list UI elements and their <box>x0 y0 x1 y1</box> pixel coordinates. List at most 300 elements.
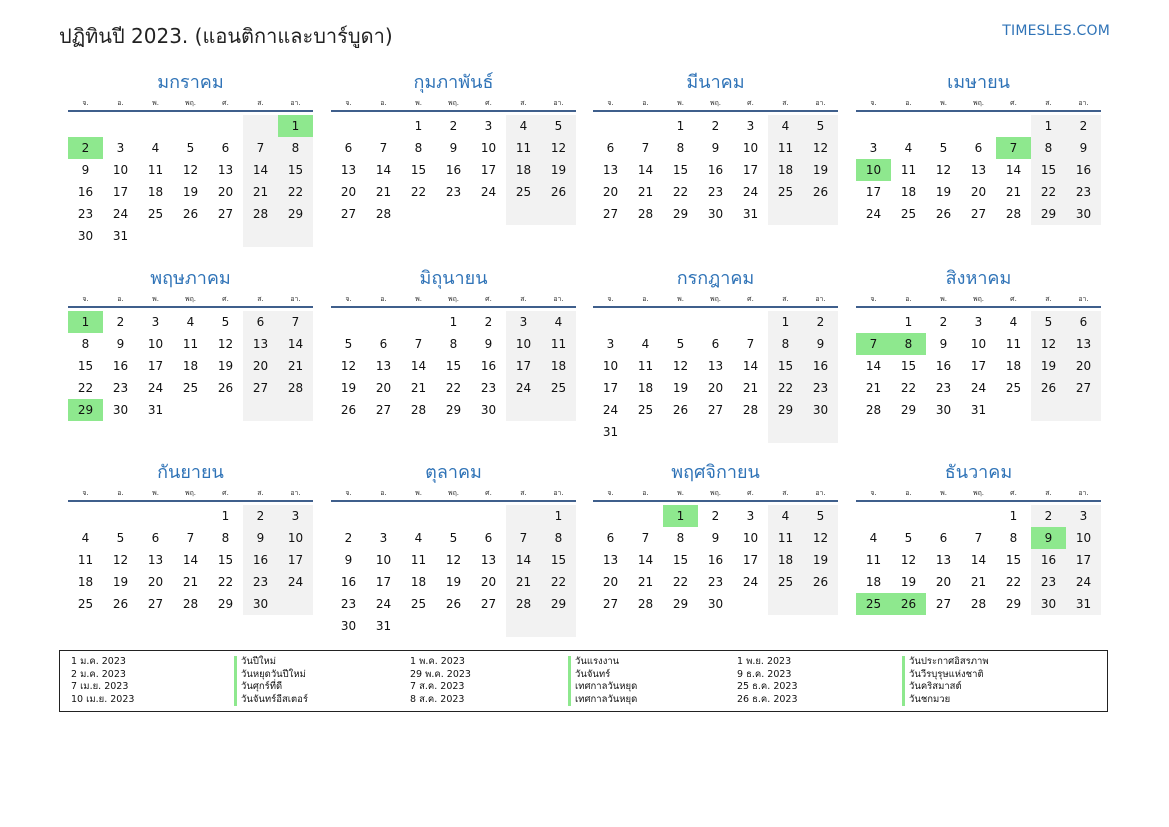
empty-cell <box>768 203 803 225</box>
day-cell: 9 <box>711 531 720 545</box>
empty-cell <box>628 115 663 137</box>
day-cell: 13 <box>243 333 278 355</box>
day-cell: 23 <box>707 185 724 199</box>
weekday-divider <box>593 110 838 112</box>
day-cell: 23 <box>340 597 357 611</box>
day-cell: 4 <box>506 115 541 137</box>
day-cell: 18 <box>182 359 199 373</box>
day-cell: 3 <box>746 509 755 523</box>
day-cell: 3 <box>606 337 615 351</box>
site-link[interactable]: TIMESLES.COM <box>1002 23 1110 39</box>
empty-cell <box>138 115 173 137</box>
empty-cell <box>541 615 576 637</box>
day-cell: 21 <box>742 381 759 395</box>
day-cell: 20 <box>602 185 619 199</box>
day-cell: 1 <box>768 311 803 333</box>
day-cell: 18 <box>410 575 427 589</box>
holiday-date: 7 ส.ค. 2023 <box>410 681 465 692</box>
month-block <box>68 460 313 615</box>
holiday-name: เทศกาลวันหยุด <box>568 681 637 694</box>
weekday-label: ส. <box>1045 488 1052 497</box>
day-cell: 24 <box>147 381 164 395</box>
day-cell: 21 <box>637 575 654 589</box>
day-cell: 10 <box>1066 527 1101 549</box>
day-cell: 5 <box>186 141 195 155</box>
day-cell: 12 <box>541 137 576 159</box>
day-cell: 3 <box>869 141 878 155</box>
day-cell: 10 <box>742 141 759 155</box>
day-cell: 21 <box>182 575 199 589</box>
empty-cell <box>366 115 401 137</box>
day-cell: 1 <box>414 119 423 133</box>
empty-cell <box>436 505 471 527</box>
day-cell: 6 <box>484 531 493 545</box>
day-cell: 30 <box>935 403 952 417</box>
day-cell: 1 <box>449 315 458 329</box>
day-cell: 19 <box>803 159 838 181</box>
day-cell: 31 <box>147 403 164 417</box>
day-cell: 11 <box>147 163 164 177</box>
day-cell: 6 <box>606 531 615 545</box>
empty-cell <box>331 311 366 333</box>
weekday-label: พ. <box>677 294 684 303</box>
day-grid <box>68 505 313 615</box>
day-cell: 26 <box>935 207 952 221</box>
day-grid <box>331 311 576 421</box>
day-cell: 10 <box>742 531 759 545</box>
weekday-label: อ. <box>380 488 387 497</box>
empty-cell <box>926 505 961 527</box>
weekday-label: ศ. <box>1010 98 1017 107</box>
day-cell: 17 <box>112 185 129 199</box>
month-block <box>856 266 1101 421</box>
day-cell: 1 <box>663 505 698 527</box>
day-cell: 6 <box>243 311 278 333</box>
weekday-label: อ. <box>642 98 649 107</box>
day-cell: 3 <box>116 141 125 155</box>
day-cell: 7 <box>746 337 755 351</box>
day-cell: 2 <box>939 315 948 329</box>
empty-cell <box>961 505 996 527</box>
day-cell: 8 <box>81 337 90 351</box>
day-cell: 26 <box>112 597 129 611</box>
empty-cell <box>996 399 1031 421</box>
day-cell: 24 <box>602 403 619 417</box>
day-cell: 25 <box>856 593 891 615</box>
day-cell: 22 <box>541 571 576 593</box>
weekday-label: อ. <box>642 488 649 497</box>
day-cell: 22 <box>77 381 94 395</box>
day-cell: 2 <box>344 531 353 545</box>
day-cell: 28 <box>278 377 313 399</box>
weekday-label: ศ. <box>1010 294 1017 303</box>
day-cell: 24 <box>970 381 987 395</box>
day-cell: 9 <box>81 163 90 177</box>
day-cell: 19 <box>541 159 576 181</box>
empty-cell <box>506 615 541 637</box>
weekday-label: ส. <box>782 488 789 497</box>
day-cell: 16 <box>1066 159 1101 181</box>
empty-cell <box>628 505 663 527</box>
day-cell: 28 <box>637 597 654 611</box>
day-cell: 22 <box>278 181 313 203</box>
weekday-label: จ. <box>607 98 614 107</box>
day-cell: 26 <box>803 571 838 593</box>
day-cell: 7 <box>186 531 195 545</box>
day-cell: 26 <box>803 181 838 203</box>
weekday-label: อา. <box>553 294 564 303</box>
day-cell: 17 <box>602 381 619 395</box>
empty-cell <box>401 311 436 333</box>
day-cell: 19 <box>217 359 234 373</box>
day-cell: 13 <box>602 553 619 567</box>
day-cell: 17 <box>278 549 313 571</box>
holiday-name-column <box>234 656 308 706</box>
weekday-label: ศ. <box>485 294 492 303</box>
day-cell: 13 <box>147 553 164 567</box>
day-cell: 25 <box>768 181 803 203</box>
holiday-name: วันศุกร์ที่ดี <box>234 681 308 694</box>
day-cell: 16 <box>803 355 838 377</box>
day-cell: 6 <box>221 141 230 155</box>
day-cell: 15 <box>1031 159 1066 181</box>
day-cell: 25 <box>541 377 576 399</box>
day-cell: 22 <box>768 377 803 399</box>
day-cell: 23 <box>445 185 462 199</box>
weekday-label: จ. <box>345 488 352 497</box>
month-name: กรกฎาคม <box>676 268 755 289</box>
day-cell: 12 <box>217 337 234 351</box>
day-cell: 22 <box>1005 575 1022 589</box>
month-name: กันยายน <box>157 462 224 483</box>
weekday-header <box>593 292 838 306</box>
holiday-name: วันประกาศอิสรภาพ <box>902 656 989 669</box>
day-cell: 14 <box>865 359 882 373</box>
day-cell: 3 <box>151 315 160 329</box>
empty-cell <box>768 593 803 615</box>
day-cell: 17 <box>1066 549 1101 571</box>
day-cell: 5 <box>904 531 913 545</box>
weekday-header <box>856 486 1101 500</box>
weekday-label: จ. <box>607 294 614 303</box>
day-cell: 10 <box>278 527 313 549</box>
day-cell: 25 <box>147 207 164 221</box>
day-cell: 15 <box>278 159 313 181</box>
day-cell: 23 <box>1031 571 1066 593</box>
weekday-divider <box>593 500 838 502</box>
day-cell: 23 <box>112 381 129 395</box>
day-cell: 20 <box>147 575 164 589</box>
day-cell: 8 <box>768 333 803 355</box>
weekday-label: อา. <box>1078 98 1089 107</box>
weekday-label: อา. <box>290 488 301 497</box>
empty-cell <box>803 593 838 615</box>
holiday-date: 9 ธ.ค. 2023 <box>737 668 792 680</box>
empty-cell <box>208 399 243 421</box>
weekday-label: อา. <box>290 294 301 303</box>
weekday-label: จ. <box>870 488 877 497</box>
day-cell: 22 <box>672 575 689 589</box>
empty-cell <box>541 399 576 421</box>
day-cell: 15 <box>217 553 234 567</box>
day-cell: 12 <box>900 553 917 567</box>
weekday-label: พฤ. <box>709 294 722 303</box>
day-cell: 24 <box>480 185 497 199</box>
day-cell: 4 <box>904 141 913 155</box>
empty-cell <box>401 615 436 637</box>
day-cell: 15 <box>1005 553 1022 567</box>
empty-cell <box>856 311 891 333</box>
weekday-label: พ. <box>940 294 947 303</box>
empty-cell <box>1066 399 1101 421</box>
empty-cell <box>471 505 506 527</box>
day-cell: 22 <box>900 381 917 395</box>
day-cell: 21 <box>410 381 427 395</box>
empty-cell <box>278 593 313 615</box>
day-cell: 14 <box>637 163 654 177</box>
day-cell: 30 <box>77 229 94 243</box>
month-name: ธันวาคม <box>944 462 1013 483</box>
empty-cell <box>278 225 313 247</box>
day-grid <box>856 115 1101 225</box>
empty-cell <box>138 505 173 527</box>
weekday-divider <box>68 500 313 502</box>
day-cell: 6 <box>379 337 388 351</box>
weekday-header <box>68 292 313 306</box>
day-cell: 14 <box>375 163 392 177</box>
weekday-label: ส. <box>1045 294 1052 303</box>
day-cell: 9 <box>1031 527 1066 549</box>
weekday-label: พฤ. <box>709 98 722 107</box>
day-cell: 30 <box>1031 593 1066 615</box>
day-grid <box>593 311 838 443</box>
day-grid <box>68 311 313 421</box>
day-cell: 7 <box>506 527 541 549</box>
weekday-label: จ. <box>607 488 614 497</box>
weekday-divider <box>331 306 576 308</box>
weekday-label: พฤ. <box>972 294 985 303</box>
holiday-name: วันจันทร์ <box>568 669 637 682</box>
weekday-label: ศ. <box>222 488 229 497</box>
weekday-label: ศ. <box>222 98 229 107</box>
weekday-label: พฤ. <box>447 98 460 107</box>
day-cell: 17 <box>506 355 541 377</box>
empty-cell <box>803 203 838 225</box>
day-cell: 4 <box>81 531 90 545</box>
holiday-date-column <box>71 656 134 706</box>
weekday-label: พฤ. <box>972 488 985 497</box>
weekday-header <box>856 96 1101 110</box>
day-cell: 17 <box>742 553 759 567</box>
weekday-label: จ. <box>82 488 89 497</box>
weekday-label: ส. <box>257 294 264 303</box>
day-cell: 13 <box>340 163 357 177</box>
day-cell: 7 <box>641 531 650 545</box>
day-cell: 25 <box>77 597 94 611</box>
day-cell: 26 <box>541 181 576 203</box>
day-cell: 12 <box>112 553 129 567</box>
weekday-label: ศ. <box>485 488 492 497</box>
weekday-label: ศ. <box>1010 488 1017 497</box>
empty-cell <box>243 225 278 247</box>
day-cell: 15 <box>900 359 917 373</box>
day-cell: 25 <box>900 207 917 221</box>
day-cell: 7 <box>974 531 983 545</box>
empty-cell <box>891 505 926 527</box>
empty-cell <box>593 115 628 137</box>
day-cell: 29 <box>672 207 689 221</box>
day-cell: 19 <box>182 185 199 199</box>
day-cell: 16 <box>935 359 952 373</box>
day-cell: 11 <box>865 553 882 567</box>
day-cell: 4 <box>641 337 650 351</box>
day-cell: 16 <box>1031 549 1066 571</box>
month-block <box>331 266 576 421</box>
day-cell: 20 <box>217 185 234 199</box>
empty-cell <box>243 399 278 421</box>
day-cell: 25 <box>768 571 803 593</box>
day-cell: 29 <box>672 597 689 611</box>
empty-cell <box>593 311 628 333</box>
day-cell: 26 <box>445 597 462 611</box>
day-cell: 17 <box>147 359 164 373</box>
weekday-label: อา. <box>290 98 301 107</box>
day-cell: 26 <box>182 207 199 221</box>
weekday-label: พ. <box>152 488 159 497</box>
day-cell: 26 <box>672 403 689 417</box>
empty-cell <box>593 505 628 527</box>
day-cell: 15 <box>77 359 94 373</box>
weekday-label: อา. <box>1078 294 1089 303</box>
weekday-header <box>856 292 1101 306</box>
weekday-label: ส. <box>782 98 789 107</box>
holiday-date: 1 ม.ค. 2023 <box>71 656 126 667</box>
day-cell: 6 <box>939 531 948 545</box>
day-cell: 9 <box>1066 137 1101 159</box>
day-cell: 4 <box>541 311 576 333</box>
day-cell: 27 <box>340 207 357 221</box>
day-cell: 15 <box>445 359 462 373</box>
day-cell: 7 <box>243 137 278 159</box>
day-cell: 20 <box>707 381 724 395</box>
weekday-label: พ. <box>677 98 684 107</box>
day-cell: 5 <box>939 141 948 155</box>
day-cell: 13 <box>707 359 724 373</box>
day-cell: 29 <box>1005 597 1022 611</box>
empty-cell <box>541 203 576 225</box>
day-cell: 14 <box>742 359 759 373</box>
day-cell: 5 <box>803 505 838 527</box>
weekday-label: พฤ. <box>447 488 460 497</box>
holiday-date: 29 พ.ค. 2023 <box>410 668 471 680</box>
day-cell: 27 <box>935 597 952 611</box>
holiday-date-column <box>410 656 471 706</box>
day-cell: 5 <box>1031 311 1066 333</box>
day-cell: 21 <box>375 185 392 199</box>
day-cell: 27 <box>243 377 278 399</box>
day-cell: 20 <box>340 185 357 199</box>
day-cell: 21 <box>637 185 654 199</box>
day-cell: 19 <box>112 575 129 589</box>
weekday-label: อ. <box>905 294 912 303</box>
holiday-date: 26 ธ.ค. 2023 <box>737 693 798 705</box>
day-cell: 14 <box>243 159 278 181</box>
day-cell: 8 <box>676 531 685 545</box>
month-name: มกราคม <box>157 72 224 93</box>
day-cell: 30 <box>707 597 724 611</box>
holiday-name-column <box>568 656 637 706</box>
day-cell: 21 <box>1005 185 1022 199</box>
day-cell: 4 <box>151 141 160 155</box>
empty-cell <box>663 311 698 333</box>
weekday-label: ศ. <box>222 294 229 303</box>
weekday-label: ส. <box>520 98 527 107</box>
day-cell: 10 <box>506 333 541 355</box>
day-cell: 6 <box>606 141 615 155</box>
day-cell: 12 <box>672 359 689 373</box>
day-cell: 17 <box>480 163 497 177</box>
day-cell: 12 <box>445 553 462 567</box>
weekday-header <box>68 486 313 500</box>
day-cell: 19 <box>340 381 357 395</box>
day-cell: 27 <box>217 207 234 221</box>
day-cell: 30 <box>340 619 357 633</box>
day-cell: 21 <box>243 181 278 203</box>
page-title: ปฏิทินปี 2023. (แอนติกาและบาร์บูดา) <box>59 24 393 48</box>
day-cell: 14 <box>506 549 541 571</box>
day-cell: 10 <box>602 359 619 373</box>
day-cell: 8 <box>1009 531 1018 545</box>
day-cell: 6 <box>974 141 983 155</box>
day-cell: 25 <box>637 403 654 417</box>
month-block <box>593 460 838 615</box>
day-cell: 1 <box>676 119 685 133</box>
day-cell: 22 <box>445 381 462 395</box>
day-cell: 31 <box>375 619 392 633</box>
day-cell: 26 <box>217 381 234 395</box>
weekday-label: พ. <box>152 294 159 303</box>
day-cell: 24 <box>742 575 759 589</box>
empty-cell <box>103 115 138 137</box>
holiday-date: 1 พ.ย. 2023 <box>737 656 792 667</box>
day-cell: 25 <box>410 597 427 611</box>
weekday-label: จ. <box>870 294 877 303</box>
day-cell: 11 <box>1005 337 1022 351</box>
empty-cell <box>996 115 1031 137</box>
empty-cell <box>663 421 698 443</box>
day-cell: 22 <box>1031 181 1066 203</box>
day-cell: 23 <box>243 571 278 593</box>
holiday-date: 2 ม.ค. 2023 <box>71 668 126 680</box>
day-cell: 15 <box>541 549 576 571</box>
day-cell: 21 <box>970 575 987 589</box>
day-cell: 30 <box>803 399 838 421</box>
day-cell: 27 <box>602 597 619 611</box>
weekday-label: พฤ. <box>709 488 722 497</box>
weekday-label: อ. <box>380 294 387 303</box>
empty-cell <box>331 505 366 527</box>
empty-cell <box>278 399 313 421</box>
day-cell: 31 <box>970 403 987 417</box>
day-cell: 18 <box>900 185 917 199</box>
month-name: พฤศจิกายน <box>671 462 760 483</box>
holiday-name: วันวีรบุรุษแห่งชาติ <box>902 669 989 682</box>
empty-cell <box>733 421 768 443</box>
day-cell: 14 <box>278 333 313 355</box>
day-cell: 5 <box>116 531 125 545</box>
day-cell: 30 <box>480 403 497 417</box>
day-cell: 5 <box>803 115 838 137</box>
